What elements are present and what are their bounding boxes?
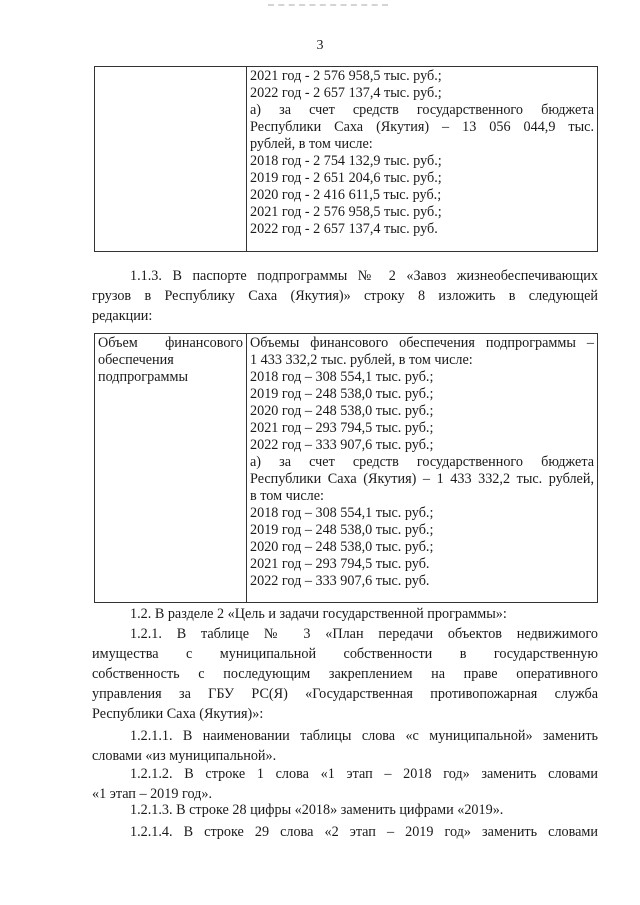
value-line: 2018 год – 308 554,1 тыс. руб.;	[250, 369, 434, 385]
value-line: Объемы финансового обеспечения подпрограммы –	[250, 335, 594, 351]
financing-table-continued	[94, 66, 598, 252]
paragraph-1-2-1-1	[92, 726, 598, 766]
value-line: 2020 год - 2 416 611,5 тыс. руб.;	[250, 187, 442, 203]
label-line: обеспечения	[98, 352, 174, 368]
text-line: словами «из муниципальной».	[92, 748, 277, 764]
text-line: 1.2.1.1. В наименовании таблицы слова «с муниципальной» заменить	[130, 728, 598, 744]
text-line: Республики Саха (Якутия)»:	[92, 706, 264, 722]
text-line: имущества с муниципальной собственности в государственную	[92, 646, 598, 662]
text-line: «1 этап – 2019 год».	[92, 786, 213, 802]
value-line: 1 433 332,2 тыс. рублей, в том числе:	[250, 352, 473, 368]
subprogram-2-financing-table	[94, 333, 598, 603]
value-line: 2021 год - 2 576 958,5 тыс. руб.;	[250, 68, 442, 84]
label-line: подпрограммы	[98, 369, 188, 385]
text-line: 1.2.1. В таблице № 3 «План передачи объектов недвижимого	[130, 626, 598, 642]
row-label-cell	[95, 334, 247, 603]
paragraph-1-2-1	[92, 624, 598, 724]
table-row	[95, 67, 598, 252]
value-line: 2021 год – 293 794,5 тыс. руб.	[250, 556, 430, 572]
paragraph-1-1-3	[92, 266, 598, 326]
text-line: редакции:	[92, 308, 153, 324]
value-line: рублей, в том числе:	[250, 136, 373, 152]
text-line: 1.2. В разделе 2 «Цель и задачи государственной программы»:	[130, 606, 507, 622]
paragraph-1-2	[92, 604, 598, 624]
value-line: 2022 год – 333 907,6 тыс. руб.;	[250, 437, 434, 453]
paragraph-1-2-1-4	[92, 822, 598, 842]
value-line: в том числе:	[250, 488, 324, 504]
row-value-cell	[247, 67, 598, 252]
value-line: 2018 год – 308 554,1 тыс. руб.;	[250, 505, 434, 521]
value-line: 2019 год – 248 538,0 тыс. руб.;	[250, 386, 434, 402]
text-line: 1.2.1.2. В строке 1 слова «1 этап – 2018 год» заменить словами	[130, 766, 598, 782]
table-row	[95, 334, 598, 603]
value-line: а) за счет средств государственного бюджета	[250, 102, 594, 118]
value-line: 2022 год - 2 657 137,4 тыс. руб.	[250, 221, 438, 237]
text-line: 1.2.1.4. В строке 29 слова «2 этап – 2019 год» заменить словами	[130, 824, 598, 840]
value-line: 2021 год – 293 794,5 тыс. руб.;	[250, 420, 434, 436]
value-line: 2019 год - 2 651 204,6 тыс. руб.;	[250, 170, 442, 186]
value-line: Республики Саха (Якутия) – 13 056 044,9 тыс.	[250, 119, 594, 135]
text-line: грузов в Республику Саха (Якутия)» строку 8 изложить в следующей	[92, 288, 598, 304]
text-line: собственность с последующим закреплением на праве оперативного	[92, 666, 598, 682]
paragraph-1-2-1-3	[92, 800, 598, 820]
text-line: управления за ГБУ РС(Я) «Государственная противопожарная служба	[92, 686, 598, 702]
value-line: 2018 год - 2 754 132,9 тыс. руб.;	[250, 153, 442, 169]
value-line: Республики Саха (Якутия) – 1 433 332,2 тыс. рублей,	[250, 471, 594, 487]
value-line: 2020 год – 248 538,0 тыс. руб.;	[250, 403, 434, 419]
value-line: 2021 год - 2 576 958,5 тыс. руб.;	[250, 204, 442, 220]
value-line: 2022 год - 2 657 137,4 тыс. руб.;	[250, 85, 442, 101]
value-line: 2022 год – 333 907,6 тыс. руб.	[250, 573, 430, 589]
page-number: 3	[316, 38, 324, 53]
value-line: 2020 год – 248 538,0 тыс. руб.;	[250, 539, 434, 555]
text-line: 1.2.1.3. В строке 28 цифры «2018» заменить цифрами «2019».	[130, 802, 504, 818]
label-line: Объем финансового	[98, 335, 243, 351]
text-line: 1.1.3. В паспорте подпрограммы № 2 «Завоз жизнеобеспечивающих	[130, 268, 598, 284]
paragraph-1-2-1-2	[92, 764, 598, 804]
value-line: 2019 год – 248 538,0 тыс. руб.;	[250, 522, 434, 538]
scan-artifact-dashes	[268, 4, 388, 8]
value-line: а) за счет средств государственного бюджета	[250, 454, 594, 470]
row-value-cell	[247, 334, 598, 603]
row-label-cell	[95, 67, 247, 252]
